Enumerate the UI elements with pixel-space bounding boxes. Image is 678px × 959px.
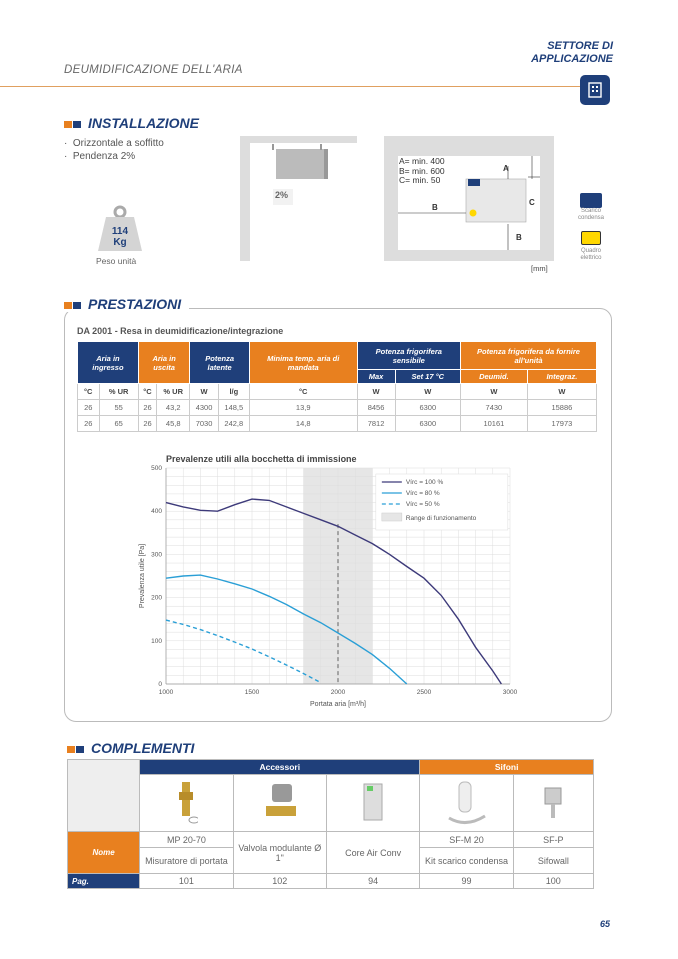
series-line — [166, 620, 321, 683]
section-title: DEUMIDIFICAZIONE DELL'ARIA — [64, 64, 243, 76]
install-bullets: · Orizzontale a soffitto · Pendenza 2% — [64, 138, 164, 162]
x-tick-label: 3000 — [502, 689, 518, 696]
condensate-kit-image — [420, 775, 513, 832]
valve-image — [233, 775, 326, 832]
y-tick-label: 400 — [151, 508, 162, 516]
unit-mm: [mm] — [531, 264, 548, 273]
page-number: 65 — [600, 919, 611, 929]
y-tick-label: 500 — [151, 465, 162, 472]
flow-meter-image — [140, 775, 233, 832]
y-axis-label: Prevalenza utile [Pa] — [139, 543, 146, 609]
legend-label: Vírc = 50 % — [405, 501, 440, 508]
pressure-chart — [130, 462, 530, 712]
x-axis-label: Portata aria [m³/h] — [309, 701, 367, 708]
table-row: 26 55 26 43,2 4300 148,5 13,9 8456 6300 7430 15886 — [78, 400, 597, 416]
dim-a: A — [503, 164, 509, 173]
performance-table: Aria in ingresso Aria in uscita Potenza latente Minima temp. aria di mandata Potenza frigorifera sensibile Potenza frigorifera da fornire all'unità Max Set 17 °C Deumid. Integraz. °C % UR °C % UR W l/g °C W W W W 26 55 26 43,2 4300 148,5 13,9 8456 6300 7430 15886 26 65 26 45,8 7030 242,8 14,8 7812 6300 10161 17973 — [77, 341, 597, 432]
dim-c: C — [529, 198, 535, 207]
legend-label: Vírc = 80 % — [405, 490, 440, 497]
perf-heading: PRESTAZIONI — [64, 296, 189, 312]
legend-swatch — [382, 513, 402, 521]
install-heading: INSTALLAZIONE — [64, 115, 199, 131]
drain-label: Scarico condensa — [577, 208, 605, 221]
x-tick-label: 2500 — [416, 689, 432, 696]
dim-b-right: B — [516, 233, 522, 242]
accessories-table: Accessori Sifoni Nome MP 20-70 Valvola modulante Ø 1" Core Air Conv SF-M 20 SF-P Misuratore di portata Kit scarico condensa Sifowall Pag. 101 102 94 99 100 — [67, 759, 594, 889]
dim-b: B — [432, 203, 438, 212]
chart-title: Prevalenze utili alla bocchetta di immissione — [166, 454, 357, 464]
legend-label: Vírc = 100 % — [405, 479, 444, 486]
building-icon — [580, 75, 610, 105]
table-row: 26 65 26 45,8 7030 242,8 14,8 7812 6300 10161 17973 — [78, 416, 597, 432]
dims-text: A= min. 400 B= min. 600 C= min. 50 — [399, 156, 445, 185]
settore-label: SETTORE DI APPLICAZIONE — [531, 40, 613, 65]
weight-label: Peso unità — [96, 256, 137, 266]
y-tick-label: 300 — [151, 551, 162, 559]
weight-value: 114 Kg — [111, 226, 129, 248]
electric-panel-icon — [581, 231, 601, 245]
legend-label: Range di funzionamento — [405, 515, 477, 522]
y-tick-label: 0 — [158, 681, 162, 688]
sifowall-image — [513, 775, 593, 832]
ceiling-install-drawing — [240, 136, 362, 262]
electric-label: Quadro elettrico — [580, 248, 602, 261]
x-tick-label: 2000 — [330, 689, 346, 696]
y-tick-label: 200 — [151, 594, 162, 602]
compl-heading: COMPLEMENTI — [67, 740, 194, 756]
y-tick-label: 100 — [151, 637, 162, 645]
drain-icon — [580, 193, 602, 208]
header-divider — [0, 86, 580, 87]
core-air-conv-image — [326, 775, 419, 832]
x-tick-label: 1000 — [158, 689, 174, 696]
x-tick-label: 1500 — [244, 689, 260, 696]
perf-table-title: DA 2001 - Resa in deumidificazione/integrazione — [77, 326, 284, 336]
slope-label: 2% — [275, 190, 289, 200]
